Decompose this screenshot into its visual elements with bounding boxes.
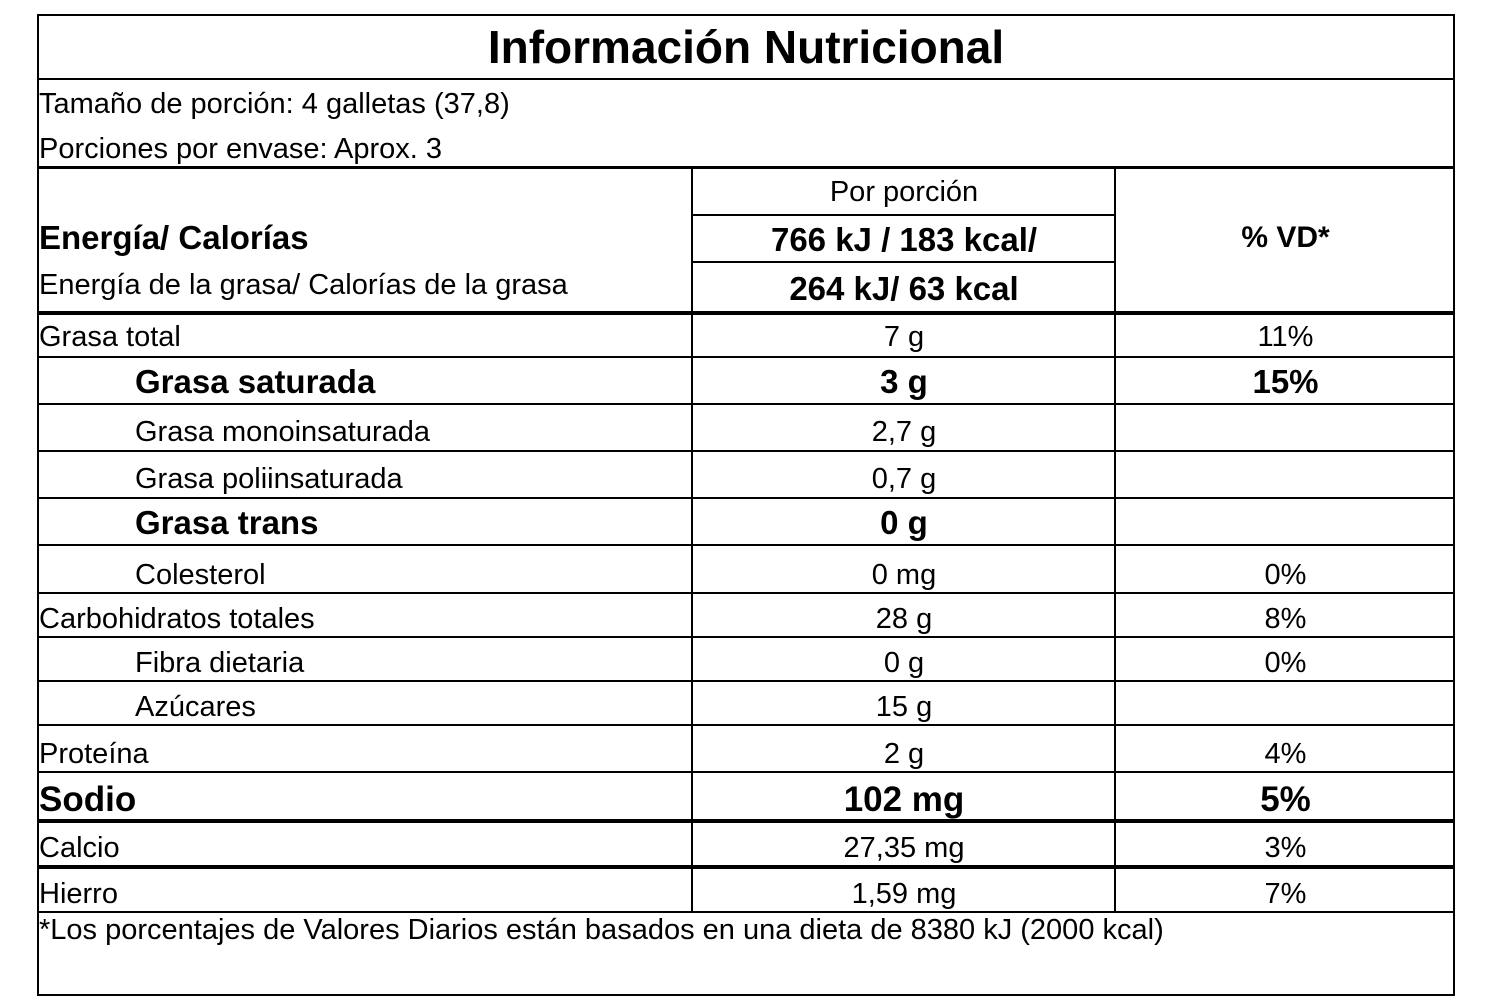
footnote: *Los porcentajes de Valores Diarios están basados en una dieta de 8380 kJ (2000 kcal) bbox=[39, 914, 1164, 946]
divider-serving bbox=[39, 166, 1453, 169]
nutrient-name: Colesterol bbox=[135, 559, 266, 591]
nutrient-name: Carbohidratos totales bbox=[39, 603, 315, 635]
nutrient-dv: 0% bbox=[1264, 647, 1307, 679]
nutrient-name: Sodio bbox=[39, 780, 137, 819]
energy-value: 766 kJ / 183 kcal/ bbox=[770, 221, 1038, 258]
divider-header bbox=[39, 311, 1453, 315]
row-sep bbox=[39, 911, 1453, 913]
nutrient-dv: 8% bbox=[1264, 603, 1307, 635]
row-sep bbox=[39, 403, 1453, 405]
nutrient-amount: 0 mg bbox=[871, 559, 937, 591]
row-sep bbox=[39, 592, 1453, 594]
nutrient-dv: 5% bbox=[1260, 780, 1311, 819]
header-inner-rule-2 bbox=[692, 261, 1114, 263]
row-sep bbox=[39, 497, 1453, 499]
nutrient-name: Calcio bbox=[39, 832, 120, 864]
nutrient-amount: 7 g bbox=[883, 321, 925, 353]
nutrient-amount: 1,59 mg bbox=[851, 878, 957, 910]
nutrient-dv: 3% bbox=[1264, 832, 1307, 864]
nutrient-amount: 15 g bbox=[875, 691, 933, 723]
row-sep bbox=[39, 356, 1453, 358]
dv-heading: % VD* bbox=[1241, 221, 1330, 254]
nutrient-dv: 0% bbox=[1264, 559, 1307, 591]
row-sep-thick bbox=[39, 865, 1453, 869]
fat-energy-label: Energía de la grasa/ Calorías de la grasa bbox=[39, 269, 568, 301]
nutrient-name: Hierro bbox=[39, 878, 118, 910]
nutrition-facts-label bbox=[37, 14, 1455, 996]
energy-label: Energía/ Calorías bbox=[39, 219, 309, 256]
nutrient-name: Grasa trans bbox=[135, 504, 319, 541]
nutrient-amount: 0 g bbox=[883, 647, 925, 679]
row-sep bbox=[39, 544, 1453, 546]
servings-per-container: Porciones por envase: Aprox. 3 bbox=[39, 133, 443, 165]
label-title: Información Nutricional bbox=[39, 16, 1453, 80]
fat-energy-value: 264 kJ/ 63 kcal bbox=[789, 270, 1019, 307]
row-sep bbox=[39, 680, 1453, 682]
nutrient-amount: 27,35 mg bbox=[843, 832, 965, 864]
nutrient-name: Fibra dietaria bbox=[135, 647, 305, 679]
nutrient-dv: 4% bbox=[1264, 738, 1307, 770]
nutrient-name: Grasa poliinsaturada bbox=[135, 463, 403, 495]
nutrient-amount: 28 g bbox=[875, 603, 933, 635]
nutrient-dv: 15% bbox=[1252, 363, 1319, 400]
nutrient-name: Grasa total bbox=[39, 321, 181, 353]
nutrient-name: Grasa monoinsaturada bbox=[135, 416, 430, 448]
nutrient-amount: 3 g bbox=[880, 363, 928, 400]
nutrient-amount: 0 g bbox=[880, 504, 928, 541]
nutrient-name: Azúcares bbox=[135, 691, 256, 723]
per-serving-heading: Por porción bbox=[829, 176, 979, 208]
nutrient-amount: 102 mg bbox=[843, 780, 965, 819]
header-inner-rule-1 bbox=[692, 214, 1114, 216]
nutrient-name: Proteína bbox=[39, 738, 149, 770]
row-sep bbox=[39, 636, 1453, 638]
serving-size: Tamaño de porción: 4 galletas (37,8) bbox=[39, 88, 510, 120]
nutrient-dv: 11% bbox=[1257, 321, 1314, 353]
nutrient-amount: 2 g bbox=[883, 738, 925, 770]
nutrient-dv: 7% bbox=[1264, 878, 1307, 910]
row-sep bbox=[39, 771, 1453, 773]
nutrient-amount: 2,7 g bbox=[871, 416, 937, 448]
row-sep bbox=[39, 450, 1453, 452]
nutrient-amount: 0,7 g bbox=[871, 463, 937, 495]
row-sep bbox=[39, 724, 1453, 726]
nutrient-name: Grasa saturada bbox=[135, 363, 376, 400]
